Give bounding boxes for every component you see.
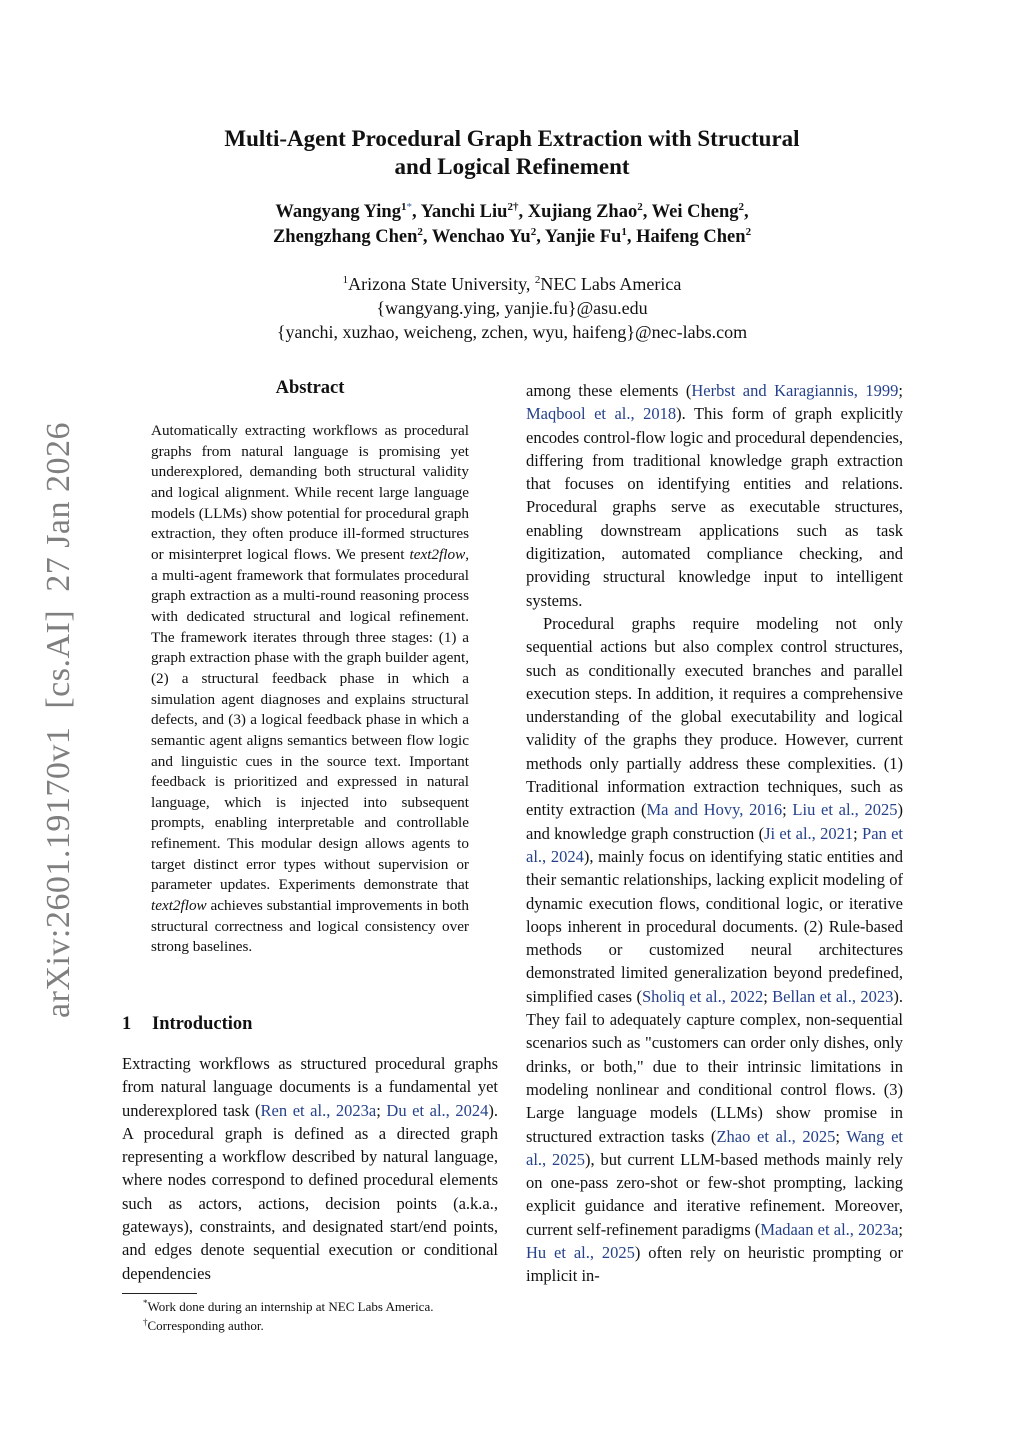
- affiliations: [160, 272, 864, 344]
- system-name: text2flow: [151, 897, 207, 915]
- footnotes: [143, 1297, 503, 1335]
- citation-link[interactable]: Sholiq et al., 2022: [641, 986, 764, 1006]
- abstract-heading: Abstract: [275, 378, 345, 398]
- author-name: Yanjie Fu: [544, 227, 622, 247]
- section-heading-introduction: [122, 1014, 252, 1035]
- footnote-divider: [122, 1293, 197, 1294]
- author-name: Xujiang Zhao: [527, 202, 638, 222]
- citation-link[interactable]: Du et al., 2024: [386, 1100, 489, 1120]
- email-line-2: {yanchi, xuzhao, weicheng, zchen, wyu, haifeng}@nec-labs.com: [276, 322, 748, 342]
- abstract-text: Automatically extracting workflows as procedural graphs from natural language is promising yet underexplored, demanding both structural validity and logical alignment. While recent large language models (LLMs) show potential for procedural graph extraction, they often produce ill-formed structures or misinterpret logical flows. We present: [151, 422, 469, 563]
- author-affil-mark: 2: [530, 226, 537, 238]
- arxiv-id: arXiv:2601.19170v1: [40, 726, 77, 1018]
- author-affil-mark: 2: [738, 201, 744, 213]
- affil-mark: 2: [534, 274, 541, 286]
- footnote-mark: *: [143, 1298, 148, 1308]
- author-line-2: Zhengzhang Chen$^2$, Wenchao Yu$^2$, Yanjie Fu$^1$, Haifeng Chen$^2$: [272, 226, 752, 247]
- citation-link[interactable]: Ma and Hovy, 2016: [646, 800, 783, 820]
- citation-link[interactable]: Ren et al., 2023a: [260, 1100, 377, 1120]
- arxiv-date: 27 Jan 2026: [40, 421, 77, 592]
- citation-link[interactable]: Bellan et al., 2023: [772, 986, 894, 1006]
- citation-link[interactable]: Pan et al., 2024: [526, 823, 903, 866]
- author-name: Wei Cheng: [651, 202, 739, 222]
- author-affil-mark: 2: [507, 201, 513, 213]
- author-name: Wenchao Yu: [431, 227, 531, 247]
- intro-right-column: [526, 379, 903, 1288]
- author-name: Wangyang Ying: [275, 202, 401, 222]
- citation-link[interactable]: Herbst and Karagiannis, 1999: [691, 381, 899, 400]
- author-affil-mark: 1: [621, 226, 627, 238]
- body-text: ). This form of graph explicitly encodes control-flow logic and procedural dependencies, differing from traditional knowledge graph extraction that focuses on identifying entities and relations. Procedural graphs serve as executable structures, enabling downstream applications such as task digitization, automated compliance checking, and providing structural knowledge input to intelligent systems.: [526, 404, 903, 610]
- citation-link[interactable]: Hu et al., 2025: [526, 1242, 635, 1262]
- author-note-mark: *: [406, 201, 412, 213]
- affiliation-line: [160, 272, 864, 296]
- email-line-1: {wangyang.ying, yanjie.fu}@asu.edu: [376, 298, 648, 318]
- intro-left-column: [122, 1052, 498, 1285]
- paragraph: [122, 1052, 498, 1285]
- footnote-text: Work done during an internship at NEC Labs America.: [147, 1299, 434, 1314]
- abstract-text: achieves substantial improvements in both structural correctness and logical consistency over strong baselines.: [151, 897, 469, 956]
- citation-separator: ;: [376, 1100, 387, 1120]
- author-line-1: Wangyang Ying$^{1*}$, Yanchi Liu$^{2\dagger}$, Xujiang Zhao$^2$, Wei Cheng$^2$,: [275, 201, 749, 222]
- author-affil-mark: 2: [745, 226, 752, 238]
- citation-link[interactable]: Wang et al., 2025: [526, 1126, 904, 1169]
- citation-link[interactable]: Maqbool et al., 2018: [526, 404, 677, 424]
- citation-separator: ;: [898, 1219, 904, 1239]
- body-text: ), mainly focus on identifying static entities and their semantic relationships, lacking explicit modeling of dynamic execution flows, conditional logic, or iterative loops inherent in procedural documents. (2) Rule-based methods or customized neural architectures demonstrated limited generalization beyond predefined, simplified cases (: [526, 846, 903, 1006]
- paragraph: [526, 612, 903, 1288]
- footnote-text: Corresponding author.: [147, 1318, 264, 1333]
- author-affil-mark: 1: [400, 201, 407, 213]
- citation-link[interactable]: Liu et al., 2025: [792, 800, 898, 820]
- footnote-2: [143, 1316, 503, 1335]
- affiliation-2: NEC Labs America: [540, 274, 682, 294]
- arxiv-side-stamp: [40, 422, 78, 1018]
- body-text: Procedural graphs require modeling not only sequential actions but also complex control structures, such as conditionally executed branches and parallel execution steps. In addition, it requires a comprehensive understanding of the global executability and logical validity of the graphs they produce. However, current methods only partially address these complexities. (1) Traditional information extraction techniques, such as entity extraction (: [526, 613, 903, 820]
- section-title: Introduction: [152, 1014, 253, 1034]
- body-text: ). They fail to adequately capture complex, non-sequential scenarios such as "customers can order only dishes, only drinks, or both," due to their intrinsic limitations in modeling nonlinear and conditional control flows. (3) Large language models (LLMs) show promise in structured extraction tasks (: [526, 986, 904, 1146]
- citation-separator: ;: [782, 800, 793, 820]
- author-affil-mark: 2: [637, 201, 643, 213]
- abstract-text: , a multi-agent framework that formulates procedural graph extraction as a multi-round reasoning process with dedicated structural and logical refinement. The framework iterates through three stages: (1) a graph extraction phase with the graph builder agent, (2) a structural feedback phase in which a simulation agent diagnoses and explains structural defects, and (3) a logical feedback phase in which a semantic agent aligns semantics between flow logic and linguistic cues in the source text. Important feedback is prioritized and expressed in natural language, which is injected into subsequent prompts, enabling interpretable and controllable refinement. This modular design allows agents to target distinct error types without supervision or parameter updates. Experiments demonstrate that: [151, 545, 469, 894]
- author-affil-mark: 2: [417, 226, 423, 238]
- citation-separator: ;: [898, 381, 903, 400]
- arxiv-category: [cs.AI]: [40, 609, 77, 709]
- body-text: ) often rely on heuristic prompting or implicit in-: [526, 1242, 904, 1286]
- citation-link[interactable]: Ji et al., 2021: [764, 823, 854, 843]
- author-name: Haifeng Chen: [636, 227, 746, 247]
- footnote-1: [143, 1297, 503, 1316]
- section-number: 1: [122, 1014, 132, 1034]
- paragraph: [526, 379, 903, 612]
- system-name: text2flow: [409, 545, 466, 563]
- body-text: ) and knowledge graph construction (: [526, 800, 903, 843]
- footnote-mark: †: [143, 1317, 148, 1327]
- affiliation-1: Arizona State University,: [348, 274, 535, 294]
- title-line-1: Multi-Agent Procedural Graph Extraction with Structural: [224, 126, 800, 151]
- body-text: ), but current LLM-based methods mainly rely on one-pass zero-shot or few-shot prompting, lacking explicit guidance and iterative refinement. Moreover, current self-refinement paradigms (: [526, 1149, 903, 1239]
- citation-link[interactable]: Madaan et al., 2023a: [760, 1219, 899, 1239]
- title-line-2: and Logical Refinement: [394, 154, 630, 179]
- author-note-mark: †: [512, 201, 519, 213]
- abstract-body: [151, 421, 469, 958]
- body-text: ). A procedural graph is defined as a directed graph representing a workflow described by natural language, where nodes correspond to defined procedural elements such as actors, actions, decision points (a.k.a., gateways), constraints, and designated start/end points, and edges denote sequential execution or conditional dependencies: [122, 1100, 498, 1283]
- citation-separator: ;: [763, 986, 773, 1006]
- author-name: Yanchi Liu: [420, 202, 508, 222]
- paper-title: [160, 125, 864, 181]
- citation-link[interactable]: Zhao et al., 2025: [716, 1126, 836, 1146]
- affil-mark: 1: [342, 274, 349, 286]
- citation-separator: ;: [853, 823, 863, 843]
- citation-separator: ;: [835, 1126, 847, 1146]
- author-list: [160, 200, 864, 250]
- author-name: Zhengzhang Chen: [272, 227, 418, 247]
- body-text: Extracting workflows as structured procedural graphs from natural language documents is a fundamental yet underexplored task (: [122, 1054, 498, 1120]
- body-text: among these elements (: [526, 381, 692, 400]
